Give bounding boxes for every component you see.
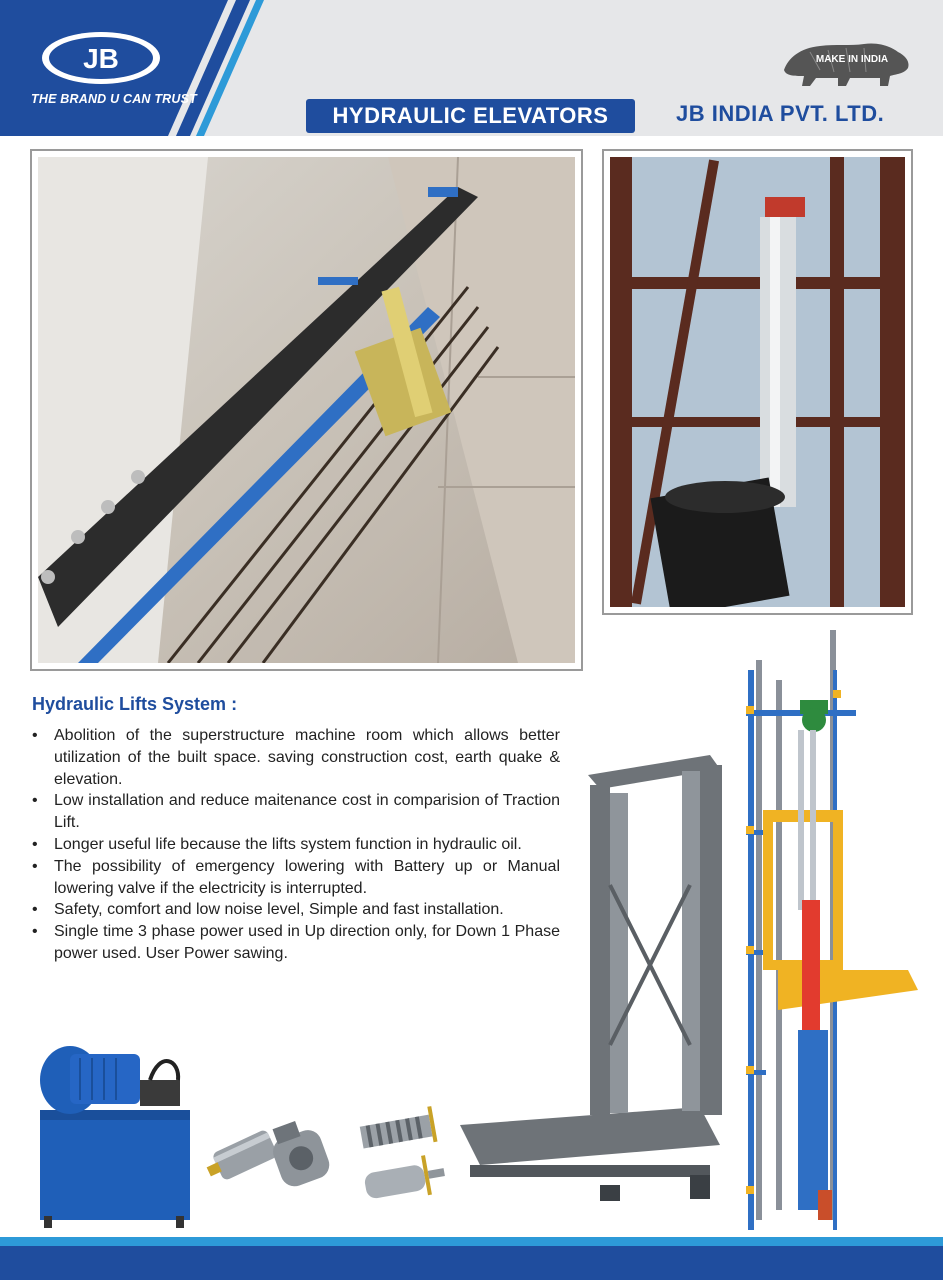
feature-item: • Single time 3 phase power used in Up direction only, for Down 1 Phase power used. User Power sawing. — [32, 923, 560, 962]
feature-item: • Longer useful life because the lifts system function in hydraulic oil. — [32, 835, 522, 853]
company-name: JB INDIA PVT. LTD. — [676, 101, 885, 126]
feature-item: • Safety, comfort and low noise level, Simple and fast installation. — [32, 901, 504, 919]
lift-car-frame-illustration — [460, 735, 740, 1225]
jb-logo — [40, 30, 162, 86]
lift-shaft-structure-illustration — [738, 630, 918, 1230]
logo-text: JB — [83, 43, 119, 74]
footer-band-light — [0, 1237, 943, 1246]
feature-item: • Abolition of the superstructure machine room which allows better utilization of the built space. saving construction cost, earth quake & elevation. — [32, 727, 560, 788]
badge-text: MAKE IN INDIA — [815, 54, 889, 65]
valve-blocks-illustration — [355, 1105, 455, 1205]
tagline: THE BRAND U CAN TRUST — [31, 92, 197, 106]
make-in-india-lion-logo — [780, 40, 914, 88]
photo-hydraulic-shaft — [30, 149, 583, 671]
page-title-box — [306, 99, 635, 133]
feature-item: • Low installation and reduce maitenance cost in comparision of Traction Lift. — [32, 792, 560, 832]
header — [0, 0, 943, 136]
footer-band-dark — [0, 1246, 943, 1280]
pump-motors-illustration — [205, 1110, 345, 1200]
page-title: HYDRAULIC ELEVATORS — [332, 103, 609, 128]
photo-glass-lift-cylinder — [602, 149, 913, 615]
feature-item: • The possibility of emergency lowering with Battery up or Manual lowering valve if the electricity is interrupted. — [32, 857, 560, 897]
hydraulic-power-unit-illustration — [30, 1040, 200, 1230]
section-title: Hydraulic Lifts System : — [32, 694, 238, 714]
